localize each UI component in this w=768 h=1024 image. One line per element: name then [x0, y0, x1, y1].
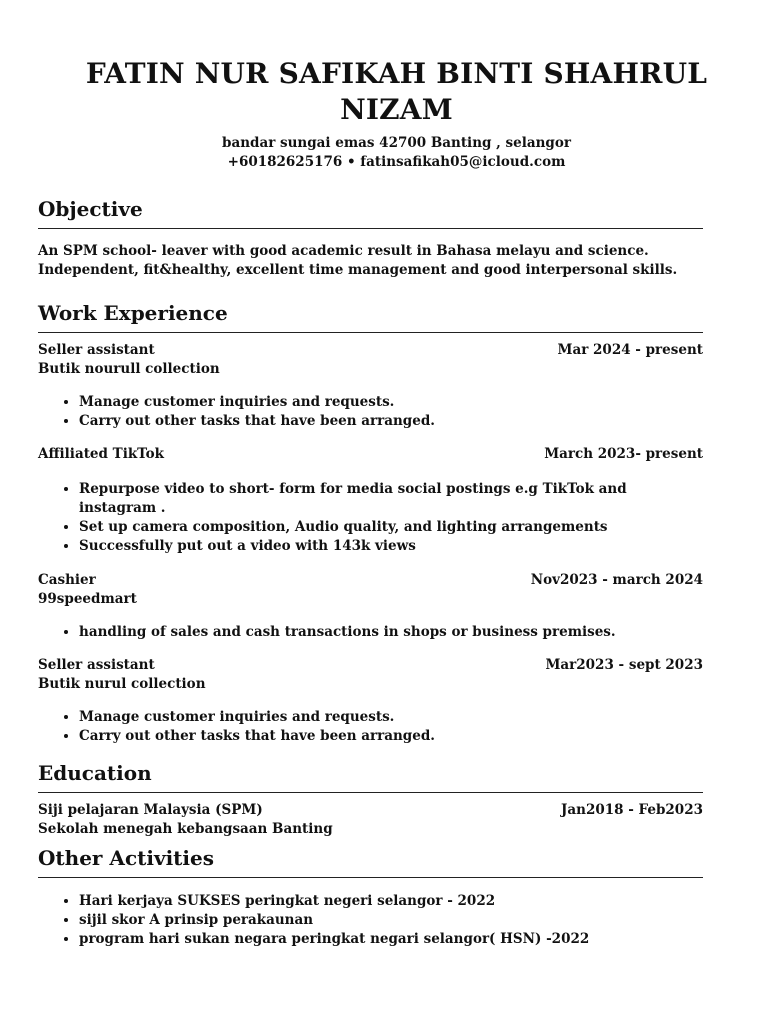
- job-date: March 2023- present: [544, 446, 703, 462]
- education-date: Jan2018 - Feb2023: [561, 802, 703, 818]
- job-company: 99speedmart: [38, 591, 137, 607]
- job-bullets: [38, 393, 704, 431]
- job-date: Mar2023 - sept 2023: [545, 657, 703, 673]
- contact-line: +60182625176 • fatinsafikah05@icloud.com: [227, 154, 566, 170]
- job-bullets: [38, 623, 704, 642]
- section-title-education: Education: [38, 760, 703, 793]
- bullet-item: • Carry out other tasks that have been arranged.: [79, 727, 704, 746]
- job-role: Affiliated TikTok: [38, 446, 165, 462]
- activities-section: [38, 845, 704, 949]
- bullet-item: • Successfully put out a video with 143k views: [79, 537, 679, 556]
- activities-list: [38, 892, 704, 949]
- job-company: Butik nurul collection: [38, 676, 206, 692]
- section-title-objective: Objective: [38, 196, 703, 229]
- objective-section: [38, 196, 704, 280]
- bullet-item: • Manage customer inquiries and requests.: [79, 393, 704, 412]
- activity-item: • sijil skor A prinsip perakaunan: [79, 911, 704, 930]
- job-entry: [38, 656, 704, 746]
- job-bullets: [38, 708, 704, 746]
- education-section: [38, 760, 704, 839]
- job-bullets: [38, 480, 679, 556]
- activity-item: • Hari kerjaya SUKSES peringkat negeri selangor - 2022: [79, 892, 704, 911]
- bullet-item: • Carry out other tasks that have been arranged.: [79, 412, 704, 431]
- section-title-work: Work Experience: [38, 300, 703, 333]
- job-entry: [38, 445, 704, 556]
- bullet-item: • Manage customer inquiries and requests.: [79, 708, 704, 727]
- education-qualification: Siji pelajaran Malaysia (SPM): [38, 802, 263, 818]
- job-entry: [38, 571, 704, 642]
- bullet-item: • Repurpose video to short- form for media social postings e.g TikTok and instagram .: [79, 480, 679, 518]
- objective-text: An SPM school- leaver with good academic result in Bahasa melayu and science. Independent, fit&healthy, excellent time management and good interpersonal skills.: [38, 243, 678, 278]
- job-role: Seller assistant: [38, 657, 155, 673]
- activity-item: • program hari sukan negara peringkat negari selangor( HSN) -2022: [79, 930, 704, 949]
- section-title-activities: Other Activities: [38, 845, 703, 878]
- work-section: [38, 300, 704, 746]
- job-role: Cashier: [38, 572, 96, 588]
- education-school: Sekolah menegah kebangsaan Banting: [38, 821, 333, 837]
- bullet-item: • Set up camera composition, Audio quality, and lighting arrangements: [79, 518, 679, 537]
- job-company: Butik nourull collection: [38, 361, 220, 377]
- bullet-item: • handling of sales and cash transactions in shops or business premises.: [79, 623, 704, 642]
- job-date: Mar 2024 - present: [557, 342, 703, 358]
- job-date: Nov2023 - march 2024: [530, 572, 703, 588]
- candidate-name: FATIN NUR SAFIKAH BINTI SHAHRUL NIZAM: [85, 57, 708, 126]
- address: bandar sungai emas 42700 Banting , selangor: [222, 135, 571, 151]
- job-entry: [38, 341, 704, 431]
- job-role: Seller assistant: [38, 342, 155, 358]
